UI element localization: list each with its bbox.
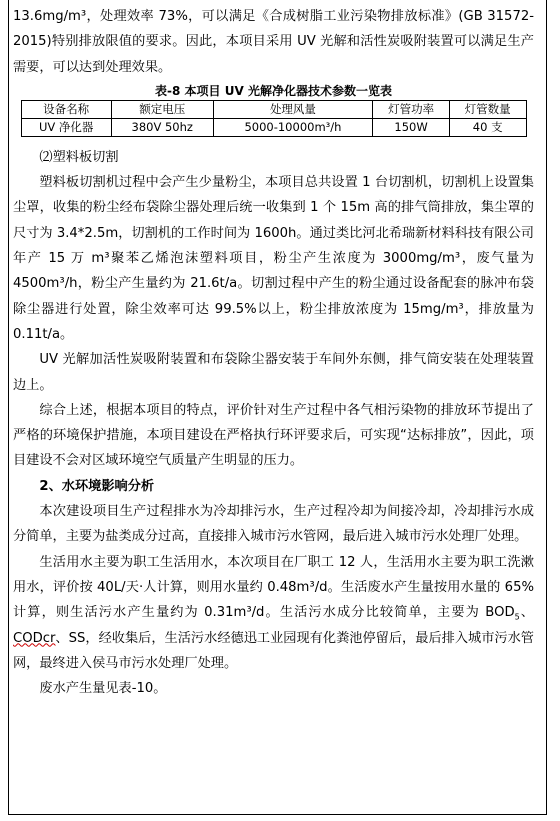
cell-device-name: UV 净化器 xyxy=(21,118,111,136)
subsection-title-cutting: ⑵塑料板切割 xyxy=(39,149,119,165)
cell-lamp-power: 150W xyxy=(373,118,450,136)
domestic-water-text-end: 、SS，经收集后，生活污水经德迅工业园现有化粪池停留后，最后排入城市污水管网，最终进入侯马市污水处理厂处理。 xyxy=(13,630,534,671)
codcr-label: CODcr xyxy=(13,630,56,646)
cell-lamp-count: 40 支 xyxy=(449,118,526,136)
paragraph-cooling-water: 本次建设项目生产过程排水为冷却排污水，生产过程冷却为间接冷却，冷却排污水成分简单，主要为盐类成分过高，直接排入城市污水管网，最后进入城市污水处理厂处理。 xyxy=(13,504,534,545)
cell-air-volume: 5000-10000m³/h xyxy=(213,118,373,136)
header-lamp-count: 灯管数量 xyxy=(449,100,526,118)
header-device-name: 设备名称 xyxy=(21,100,111,118)
paragraph-cutting-dust: 塑料板切割机过程中会产生少量粉尘，本项目总共设置 1 台切割机，切割机上设置集尘罩，收集的粉尘经布袋除尘器处理后统一收集到 1 个 15m 高的排气筒排放，集尘罩的尺寸为 3.4*2.5m，切割机的工作时间为 1600h。通过类比河北希瑞新材料科技有限公司年产 15 万 m³聚苯乙烯泡沫塑料项目，粉尘产生浓度为 3000mg/m³，废气量为 4500m³/h，粉尘产生量约为 21.6t/a。切割过程中产生的粉尘通过设备配套的脉冲布袋除尘器进行处置，除尘效率可达 99.5%以上，粉尘排放浓度为 15mg/m³，排放量为 0.11t/a。 xyxy=(13,175,534,342)
header-rated-voltage: 额定电压 xyxy=(111,100,213,118)
cell-rated-voltage: 380V 50hz xyxy=(111,118,213,136)
paragraph-intro: 13.6mg/m³，处理效率 73%，可以满足《合成树脂工业污染物排放标准》(GB 31572-2015)特别排放限值的要求。因此，本项目采用 UV 光解和活性炭吸附装置可以满足生产需要，可以达到处理效果。 xyxy=(13,9,534,75)
paragraph-equipment-location: UV 光解加活性炭吸附装置和布袋除尘器安装于车间外东侧，排气筒安装在处理装置边上。 xyxy=(13,352,534,393)
table-caption: 表-8 本项目 UV 光解净化器技术参数一览表 xyxy=(155,83,392,98)
uv-spec-table xyxy=(21,100,527,137)
header-air-volume: 处理风量 xyxy=(213,100,373,118)
document-body xyxy=(13,4,534,701)
bod-label: BOD xyxy=(485,605,515,621)
bod-subscript: 5 xyxy=(514,612,520,622)
paragraph-domestic-water: 生活用水主要为职工生活用水，本次项目在厂职工 12 人，生活用水主要为职工洗漱用水，评价按 40L/天·人计算，则用水量约 0.48m³/d。生活废水产生量按用水量的 65%计算，则生活污水产生量约为 0.31m³/d。生活污水成分比较简单，主要为 $BOD_5$、CODcr、SS，经收集后，生活污水经德迅工业园现有化粪池停留后，最后排入城市污水管网，最终进入侯马市污水处理厂处理。 xyxy=(13,554,534,671)
paragraph-table-reference: 废水产生量见表-10。 xyxy=(39,681,167,697)
paragraph-summary: 综合上述，根据本项目的特点，评价针对生产过程中各气相污染物的排放环节提出了严格的环境保护措施，本项目建设在严格执行环评要求后，可实现“达标排放”，因此，项目建设不会对区域环境空气质量产生明显的压力。 xyxy=(13,402,534,469)
table-header-row xyxy=(21,100,526,118)
table-row xyxy=(21,118,526,136)
section-title-water: 2、水环境影响分析 xyxy=(39,478,155,494)
header-lamp-power: 灯管功率 xyxy=(373,100,450,118)
domestic-water-text: 生活用水主要为职工生活用水，本次项目在厂职工 12 人，生活用水主要为职工洗漱用水，评价按 40L/天·人计算，则用水量约 0.48m³/d。生活废水产生量按用水量的 65%计算，则生活污水产生量约为 0.31m³/d。生活污水成分比较简单，主要为 xyxy=(13,554,534,621)
